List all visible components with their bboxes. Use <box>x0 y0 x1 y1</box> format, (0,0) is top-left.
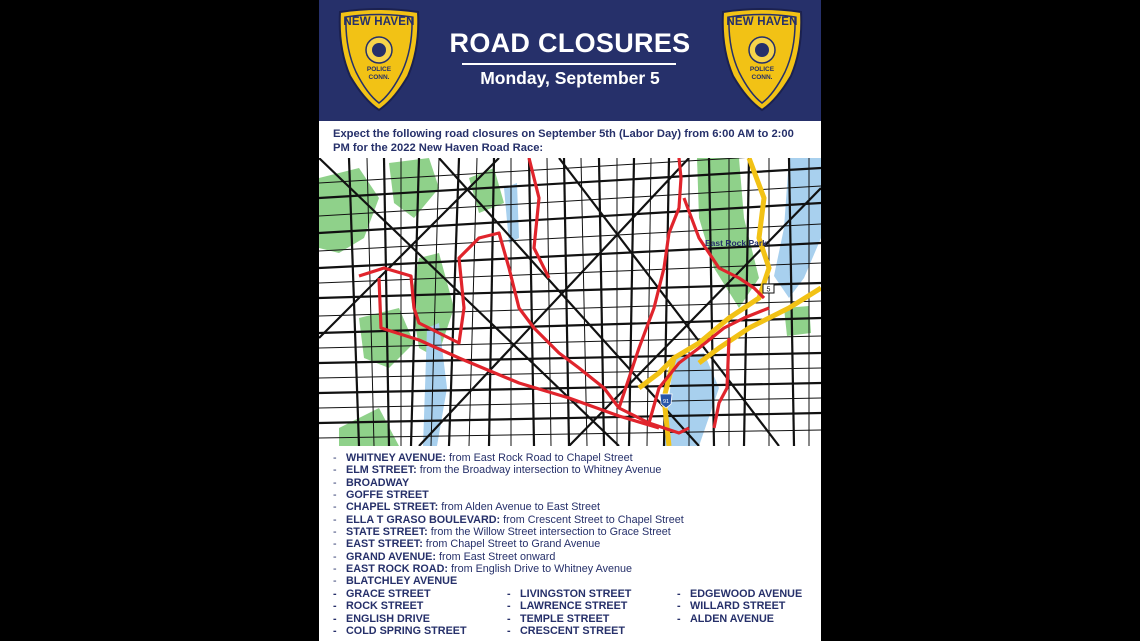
list-dash: - <box>333 588 337 600</box>
list-dash: - <box>333 575 337 588</box>
street-detail: from Alden Avenue to East Street <box>441 501 601 514</box>
list-dash: - <box>333 501 337 514</box>
street-detail: from the Broadway intersection to Whitney Avenue <box>419 464 662 477</box>
list-dash: - <box>677 588 681 600</box>
street-column-3 <box>677 588 802 625</box>
street-name: EDGEWOOD AVENUE <box>690 588 803 600</box>
list-item <box>333 538 813 550</box>
list-dash: - <box>333 526 337 539</box>
street-name: WILLARD STREET <box>690 600 786 613</box>
title-divider <box>462 63 676 65</box>
list-dash: - <box>677 612 681 625</box>
street-name: ROCK STREET <box>346 600 424 613</box>
street-name: ELLA T GRASO BOULEVARD: <box>346 513 501 526</box>
street-name: ALDEN AVENUE <box>690 612 774 625</box>
closure-list <box>333 452 813 588</box>
street-name: TEMPLE STREET <box>520 612 610 625</box>
list-dash: - <box>333 489 337 502</box>
street-detail: from East Rock Road to Chapel Street <box>448 452 633 464</box>
list-dash: - <box>333 600 337 613</box>
street-name: ELM STREET: <box>346 464 417 477</box>
park-label: East Rock Park <box>705 238 767 248</box>
street-name: LIVINGSTON STREET <box>520 588 632 600</box>
street-name: GRACE STREET <box>346 588 431 600</box>
street-column-2 <box>507 588 631 637</box>
list-item <box>333 489 813 501</box>
street-name: STATE STREET: <box>346 526 428 539</box>
list-dash: - <box>333 538 337 551</box>
street-name: BLATCHLEY AVENUE <box>346 575 458 588</box>
list-item <box>333 600 467 612</box>
badge-title: NEW HAVEN <box>726 16 798 28</box>
badge-sub-line1: POLICE <box>366 66 392 73</box>
badge-title: NEW HAVEN <box>343 16 415 28</box>
list-item <box>677 600 802 612</box>
list-dash: - <box>333 464 337 477</box>
intro-text: Expect the following road closures on September 5th (Labor Day) from 6:00 AM to 2:00 PM for the 2022 New Haven Road Race: <box>333 128 794 154</box>
list-dash: - <box>333 476 337 489</box>
street-name: CHAPEL STREET: <box>346 501 439 514</box>
list-dash: - <box>333 612 337 625</box>
list-item <box>507 625 631 637</box>
list-dash: - <box>507 600 511 613</box>
list-item <box>333 501 813 513</box>
street-name: GRAND AVENUE: <box>346 550 436 563</box>
list-dash: - <box>677 600 681 613</box>
street-name: ENGLISH DRIVE <box>346 612 430 625</box>
street-name: WHITNEY AVENUE: <box>346 452 446 464</box>
street-detail: from the Willow Street intersection to Grace Street <box>430 526 671 539</box>
list-item <box>333 563 813 575</box>
badge-sub-line2: CONN. <box>751 74 773 81</box>
list-item <box>507 588 631 600</box>
street-map <box>319 158 821 446</box>
list-dash: - <box>507 588 511 600</box>
list-item <box>507 613 631 625</box>
list-item <box>333 613 467 625</box>
street-name: BROADWAY <box>346 476 410 489</box>
street-name: CRESCENT STREET <box>520 625 625 638</box>
list-item <box>333 514 813 526</box>
street-detail: from East Street onward <box>438 550 556 563</box>
page-title: ROAD CLOSURES <box>449 28 691 58</box>
list-item <box>333 452 813 464</box>
list-dash: - <box>333 625 337 638</box>
list-item <box>333 464 813 476</box>
road-closures-flyer <box>319 0 821 641</box>
route-shield-icon <box>763 284 774 294</box>
street-column-1 <box>333 588 467 637</box>
svg-text:5: 5 <box>766 286 771 294</box>
badge-sub-line2: CONN. <box>368 74 390 81</box>
list-dash: - <box>333 563 337 576</box>
list-dash: - <box>333 550 337 563</box>
badge-sub-line1: POLICE <box>749 66 775 73</box>
list-item <box>333 625 467 637</box>
closure-date: Monday, September 5 <box>480 68 660 88</box>
list-item <box>333 575 813 587</box>
street-name: COLD SPRING STREET <box>346 625 467 638</box>
list-item <box>507 600 631 612</box>
list-item <box>333 526 813 538</box>
police-badge-right <box>719 8 805 112</box>
header-banner <box>319 0 821 121</box>
list-dash: - <box>507 625 511 638</box>
list-item <box>677 613 802 625</box>
street-detail: from Crescent Street to Chapel Street <box>503 513 684 526</box>
street-name: GOFFE STREET <box>346 489 429 502</box>
closure-map[interactable] <box>319 158 821 446</box>
list-dash: - <box>507 612 511 625</box>
police-badge-left <box>336 8 422 112</box>
list-dash: - <box>333 513 337 526</box>
list-dash: - <box>333 452 337 464</box>
list-item <box>333 477 813 489</box>
street-name: EAST ROCK ROAD: <box>346 563 448 576</box>
list-item <box>333 551 813 563</box>
street-name: EAST STREET: <box>346 538 423 551</box>
list-item <box>333 588 467 600</box>
street-detail: from Chapel Street to Grand Avenue <box>425 538 601 551</box>
list-item <box>677 588 802 600</box>
svg-text:91: 91 <box>662 399 670 405</box>
street-name: LAWRENCE STREET <box>520 600 628 613</box>
street-detail: from English Drive to Whitney Avenue <box>450 563 633 576</box>
